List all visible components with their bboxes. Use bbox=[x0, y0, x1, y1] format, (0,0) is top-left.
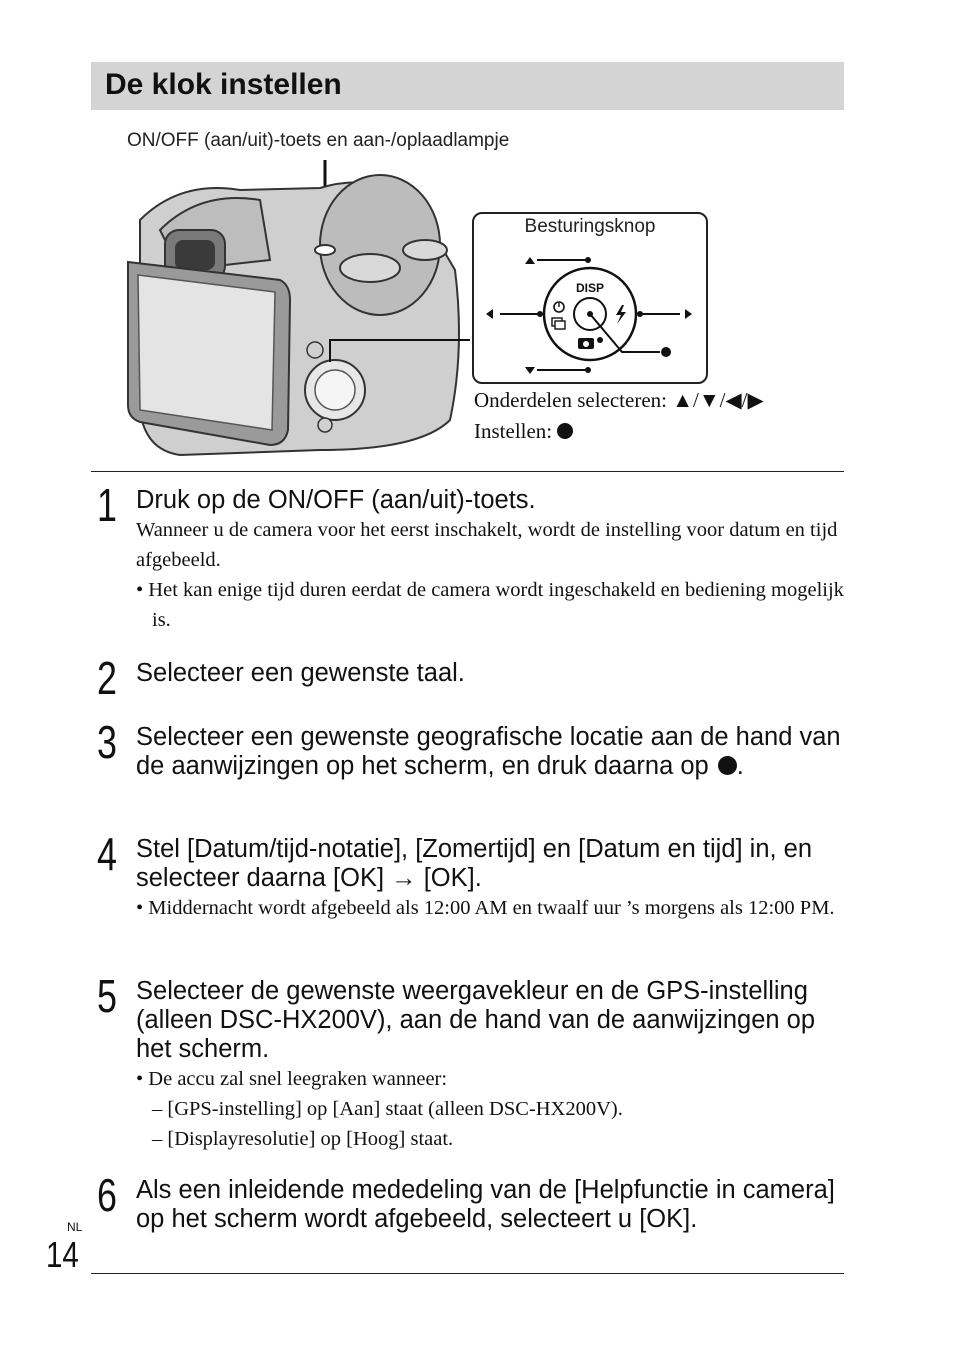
control-button-diagram bbox=[472, 212, 708, 384]
step-heading: Druk op de ON/OFF (aan/uit)-toets. bbox=[136, 486, 536, 514]
step-note: • Middernacht wordt afgebeeld als 12:00 AM en twaalf uur ’s morgens als 12:00 PM. bbox=[136, 897, 835, 919]
step-number: 6 bbox=[97, 1169, 117, 1221]
step-number: 2 bbox=[97, 652, 117, 704]
camera-illustration bbox=[120, 150, 470, 480]
step-body: Wanneer u de camera voor het eerst inschakelt, wordt de instelling voor datum en tijd afgebeeld. bbox=[136, 519, 838, 571]
step-note: • De accu zal snel leegraken wanneer: bbox=[136, 1068, 448, 1090]
bottom-divider bbox=[91, 1273, 844, 1274]
step-number: 1 bbox=[97, 479, 117, 531]
step-heading: Selecteer een gewenste geografische locatie aan de hand van de aanwijzingen op het scherm, en druk daarna op . bbox=[136, 723, 841, 780]
step-4 bbox=[91, 828, 844, 923]
arrow-down-icon bbox=[525, 367, 535, 374]
figure-caption-onoff: ON/OFF (aan/uit)-toets en aan-/oplaadlampje bbox=[127, 130, 510, 151]
center-button-icon bbox=[718, 756, 737, 775]
caption-select: Onderdelen selecteren: ▲/▼/◀/▶ bbox=[474, 388, 764, 412]
step-subnote: – [GPS-instelling] op [Aan] staat (alleen DSC-HX200V). bbox=[152, 1098, 623, 1120]
step-heading: Selecteer de gewenste weergavekleur en de GPS-instelling (alleen DSC-HX200V), aan de hand van de aanwijzingen op het scherm. bbox=[136, 977, 816, 1063]
arrow-right-icon bbox=[685, 309, 692, 319]
step-2 bbox=[91, 652, 844, 704]
page-number: 14 bbox=[46, 1234, 79, 1275]
step-heading: Selecteer een gewenste taal. bbox=[136, 659, 465, 687]
arrow-left-icon bbox=[486, 309, 493, 319]
disp-label: DISP bbox=[576, 281, 605, 295]
arrow-up-icon bbox=[525, 257, 535, 264]
step-number: 5 bbox=[97, 970, 117, 1022]
step-subnote: – [Displayresolutie] op [Hoog] staat. bbox=[152, 1128, 454, 1150]
step-6 bbox=[91, 1169, 844, 1234]
center-button-icon bbox=[557, 423, 573, 439]
step-1 bbox=[91, 479, 844, 635]
center-button-icon bbox=[661, 347, 671, 357]
step-heading: Als een inleidende mededeling van de [Helpfunctie in camera] op het scherm wordt afgebeeld, selecteert u [OK]. bbox=[136, 1176, 835, 1233]
caption-set: Instellen: bbox=[474, 419, 573, 444]
step-number: 4 bbox=[97, 828, 117, 880]
step-note: • Het kan enige tijd duren eerdat de camera wordt ingeschakeld en bediening mogelijk is. bbox=[136, 579, 844, 631]
step-heading: Stel [Datum/tijd-notatie], [Zomertijd] en [Datum en tijd] in, en selecteer daarna [OK] → [OK]. bbox=[136, 835, 813, 892]
step-3 bbox=[91, 716, 844, 781]
step-5 bbox=[91, 970, 844, 1154]
step-number: 3 bbox=[97, 716, 117, 768]
top-divider bbox=[91, 471, 844, 472]
page-language: NL bbox=[67, 1220, 83, 1234]
control-box-title: Besturingsknop bbox=[524, 216, 656, 237]
section-title: De klok instellen bbox=[91, 62, 844, 110]
